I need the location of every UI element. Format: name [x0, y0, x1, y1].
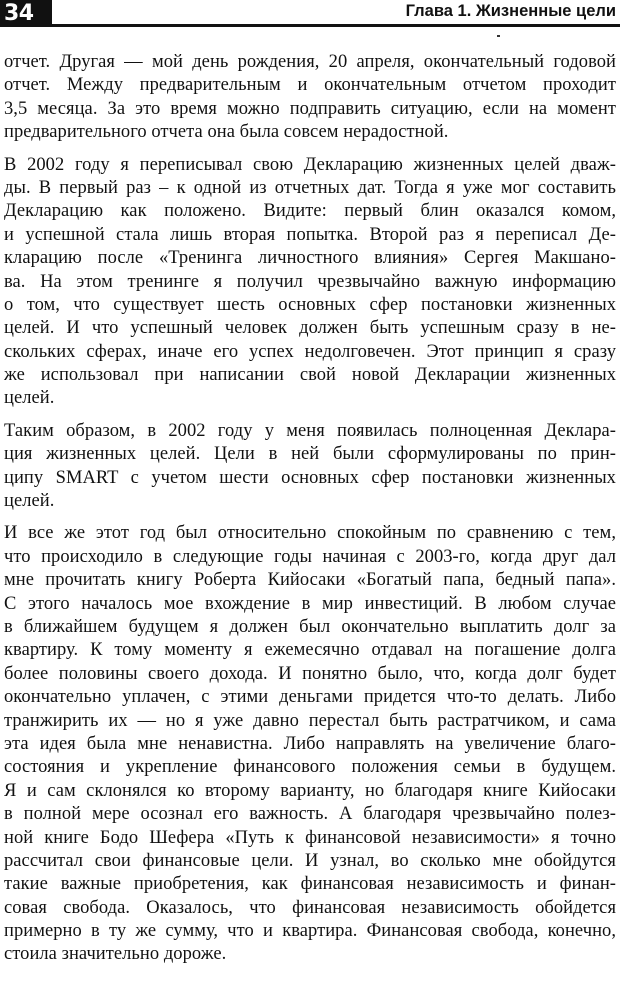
text-line: эта идея была мне ненавистна. Либо направлять на увеличение благо-	[4, 733, 616, 754]
text-line: ция жизненных целей. Цели в ней были сформулированы по прин-	[4, 444, 616, 465]
text-line: и успешной стала лишь вторая попытка. Второй раз я переписал Де-	[4, 224, 616, 245]
text-line: В 2002 году я переписывал свою Декларацию жизненных целей дваж-	[4, 154, 616, 175]
text-line: 3,5 месяца. За это время можно подправить ситуацию, если на момент	[4, 98, 616, 119]
text-line: ды. В первый раз – к одной из отчетных дат. Тогда я уже мог составить	[4, 177, 616, 198]
body-text	[4, 51, 616, 976]
text-line: Таким образом, в 2002 году у меня появилась полноценная Деклара-	[4, 420, 616, 441]
text-line: ной книге Бодо Шефера «Путь к финансовой независимости» я точно	[4, 827, 616, 848]
text-line: стоила значительно дороже.	[4, 944, 227, 965]
text-line: окончательно уплачен, с этими деньгами придется что-то делать. Либо	[4, 687, 616, 708]
paragraph	[4, 522, 616, 966]
text-line: такие важные приобретения, как финансовая независимость и финан-	[4, 874, 616, 895]
text-line: состояния и укрепление финансового положения семьи в будущем.	[4, 757, 616, 778]
text-line: отчет. Другая — мой день рождения, 20 апреля, окончательный годовой	[4, 52, 616, 72]
paragraph	[4, 51, 616, 145]
text-line: о том, что существует шесть основных сфер постановки жизненных	[4, 294, 616, 315]
text-line: И все же этот год был относительно спокойным по сравнению с тем,	[4, 523, 616, 544]
text-line: целей.	[4, 388, 55, 409]
header-rule	[52, 24, 620, 27]
text-line: более половины своего дохода. И понятно было, что, когда долг будет	[4, 663, 616, 684]
chapter-title: Глава 1. Жизненные цели	[405, 2, 616, 20]
text-line: предварительного отчета она была совсем нерадостной.	[4, 122, 449, 143]
text-line: совая свобода. Оказалось, что финансовая независимость обойдется	[4, 897, 616, 918]
text-line: Декларацию как положено. Видите: первый блин оказался комом,	[4, 201, 616, 222]
page-number: 34	[0, 0, 52, 27]
running-header	[0, 0, 620, 34]
text-line: мне прочитать книгу Роберта Кийосаки «Богатый папа, бедный папа».	[4, 570, 616, 591]
text-line: С этого началось мое вхождение в мир инвестиций. В любом случае	[4, 593, 616, 614]
text-line: Я и сам склонялся ко второму варианту, но благодаря книге Кийосаки	[4, 780, 616, 801]
text-line: в полной мере осознал его важность. А благодаря чрезвычайно полез-	[4, 804, 616, 825]
text-line: примерно в ту же сумму, что и квартира. Финансовая свобода, конечно,	[4, 921, 616, 942]
text-line: отчет. Между предварительным и окончательным отчетом проходит	[4, 75, 616, 96]
text-line: же использовал при написании свой новой Декларации жизненных	[4, 365, 616, 386]
paragraph	[4, 154, 616, 411]
text-line: ципу SMART с учетом шести основных сфер постановки жизненных	[4, 467, 616, 488]
text-line: целей. И что успешный человек должен быть успешным сразу в не-	[4, 318, 616, 339]
header-speck	[497, 35, 500, 37]
paragraph	[4, 420, 616, 514]
text-line: ва. На этом тренинге я получил чрезвычайно важную информацию	[4, 271, 616, 292]
text-line: в ближайшем будущем я должен был окончательно выплатить долг за	[4, 616, 616, 637]
text-line: кларацию после «Тренинга личностного влияния» Сергея Макшано-	[4, 248, 616, 269]
text-line: целей.	[4, 491, 55, 512]
text-line: транжирить их — но я уже давно перестал быть растратчиком, и сама	[4, 710, 616, 731]
text-line: квартиру. К тому моменту я ежемесячно отдавал на погашение долга	[4, 640, 616, 661]
text-line: что происходило в следующие годы начиная с 2003-го, когда друг дал	[4, 546, 616, 567]
text-line: рассчитал свои финансовые цели. И узнал, во сколько мне обойдутся	[4, 850, 616, 871]
text-line: скольких сферах, иначе его успех недолговечен. Этот принцип я сразу	[4, 341, 616, 362]
